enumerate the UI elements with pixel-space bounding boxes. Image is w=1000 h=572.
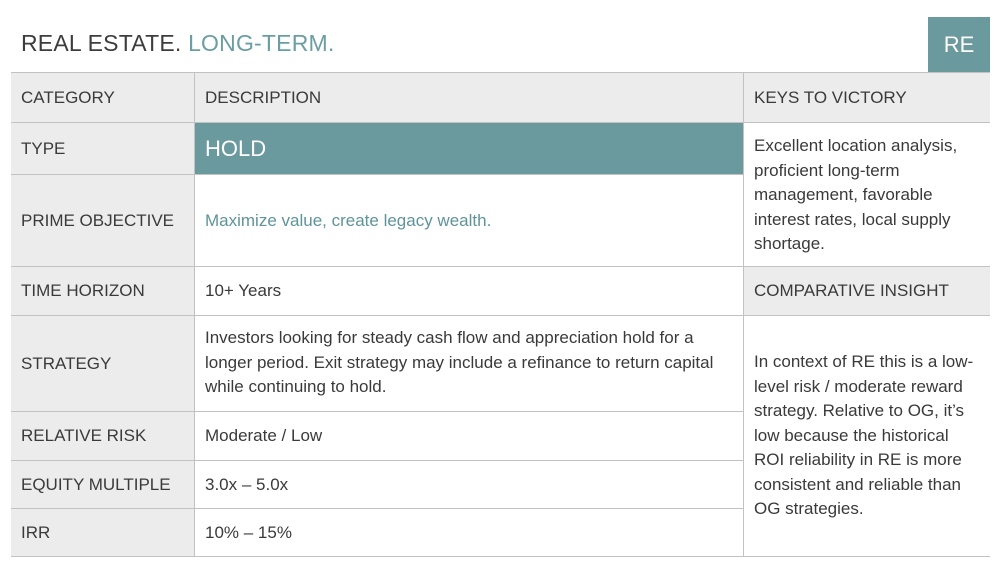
header-description: DESCRIPTION xyxy=(195,73,743,122)
row-divider xyxy=(11,174,743,175)
column-divider xyxy=(194,72,195,557)
description-time-horizon: 10+ Years xyxy=(195,267,743,315)
category-relative-risk: RELATIVE RISK xyxy=(11,412,194,460)
category-irr: IRR xyxy=(11,509,194,556)
row-divider xyxy=(11,460,743,461)
description-prime-objective: Maximize value, create legacy wealth. xyxy=(195,175,743,266)
title-main: REAL ESTATE. xyxy=(21,30,182,56)
description-strategy: Investors looking for steady cash flow and appreciation hold for a longer period. Exit strategy may include a refinance to return capital while continuing to hold. xyxy=(195,316,743,411)
table-border-top xyxy=(11,72,990,73)
category-prime-objective: PRIME OBJECTIVE xyxy=(11,175,194,266)
description-irr: 10% – 15% xyxy=(195,509,743,556)
category-type: TYPE xyxy=(11,123,194,174)
row-divider xyxy=(11,508,743,509)
table-border-bottom xyxy=(11,556,990,557)
column-divider xyxy=(743,72,744,557)
category-time-horizon: TIME HORIZON xyxy=(11,267,194,315)
row-divider xyxy=(11,411,743,412)
description-type: HOLD xyxy=(195,123,743,174)
title-accent: LONG-TERM. xyxy=(188,30,335,56)
description-equity-multiple: 3.0x – 5.0x xyxy=(195,461,743,508)
row-divider xyxy=(11,266,990,267)
page-title xyxy=(21,30,334,57)
comparative-insight-text: In context of RE this is a low-level risk / moderate reward strategy. Relative to OG, it’s low because the historical ROI reliability in RE is more consistent and reliable than OG strategies. xyxy=(744,316,990,556)
header-category: CATEGORY xyxy=(11,73,194,122)
category-strategy: STRATEGY xyxy=(11,316,194,411)
keys-to-victory-text: Excellent location analysis, proficient long-term management, favorable interest rates, local supply shortage. xyxy=(744,123,990,266)
row-divider xyxy=(11,122,990,123)
header-keys-to-victory: KEYS TO VICTORY xyxy=(744,73,990,122)
description-relative-risk: Moderate / Low xyxy=(195,412,743,460)
header-comparative-insight: COMPARATIVE INSIGHT xyxy=(744,267,990,315)
category-equity-multiple: EQUITY MULTIPLE xyxy=(11,461,194,508)
row-divider xyxy=(11,315,990,316)
section-badge: RE xyxy=(928,17,990,72)
